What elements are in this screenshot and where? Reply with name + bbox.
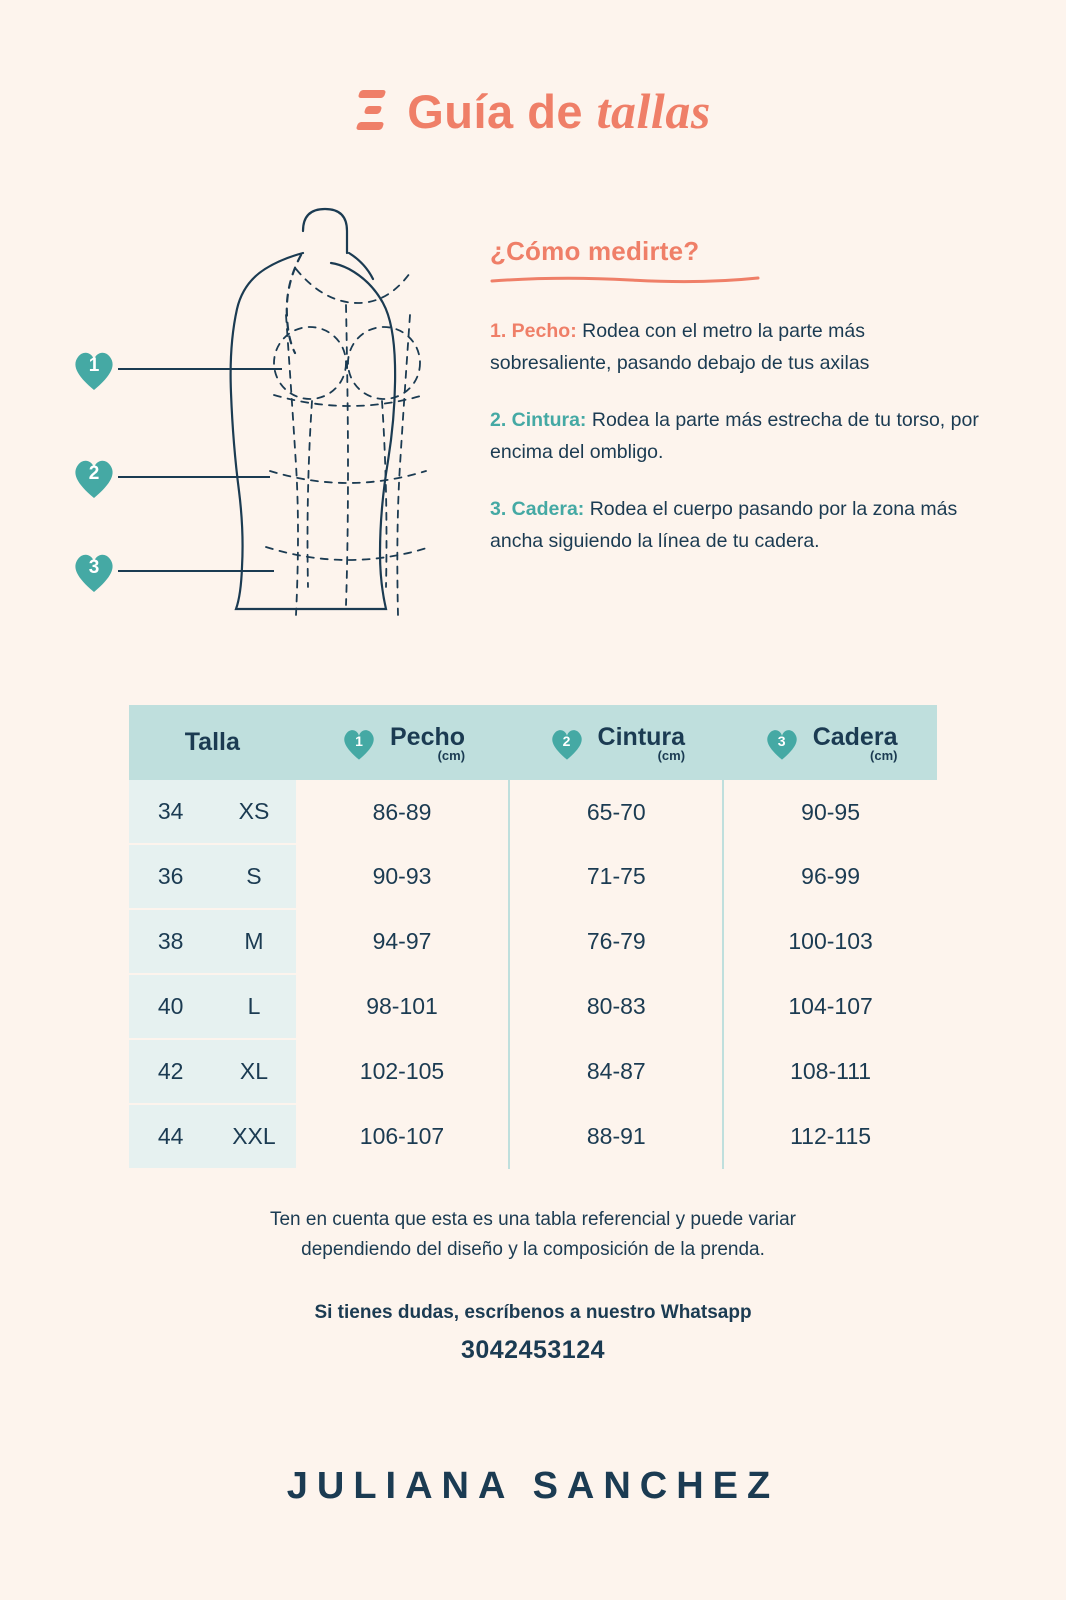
column-header-cintura-label: Cintura bbox=[597, 722, 686, 751]
brand-name: JULIANA SANCHEZ bbox=[286, 1465, 780, 1507]
column-header-pecho-unit: (cm) bbox=[437, 747, 466, 763]
row-5-pecho: 106-107 bbox=[296, 1104, 510, 1169]
measure-step-2-lead: 2. Cintura: bbox=[490, 409, 587, 432]
heart-marker-icon bbox=[763, 724, 801, 762]
table-row bbox=[129, 780, 937, 844]
heart-marker-2-label: 2 bbox=[88, 463, 100, 484]
heart-marker-icon bbox=[340, 724, 378, 762]
table-row bbox=[129, 844, 937, 909]
measure-step-3-text: Rodea el cuerpo pasando por la zona más ancha siguiendo la línea de tu cadera. bbox=[490, 498, 958, 552]
column-header-talla-label: Talla bbox=[184, 728, 240, 756]
mannequin-illustration bbox=[60, 195, 480, 665]
measure-step-3-lead: 3. Cadera: bbox=[490, 498, 585, 521]
row-0-cintura: 65-70 bbox=[509, 780, 723, 844]
measure-step-2 bbox=[490, 405, 990, 468]
column-header-cadera-unit: (cm) bbox=[870, 747, 898, 763]
table-row bbox=[129, 1104, 937, 1169]
row-4-cintura: 84-87 bbox=[509, 1039, 723, 1104]
row-4-pecho: 102-105 bbox=[296, 1039, 510, 1104]
page-header bbox=[0, 82, 1066, 140]
row-1-talla-size: S bbox=[212, 844, 295, 909]
measure-step-1 bbox=[490, 316, 990, 379]
measure-step-2-text: Rodea la parte más estrecha de tu torso, por encima del ombligo. bbox=[490, 409, 979, 463]
row-2-talla-size: M bbox=[212, 909, 295, 974]
row-1-cadera: 96-99 bbox=[801, 863, 860, 889]
row-0-cadera: 90-95 bbox=[801, 798, 860, 825]
column-header-talla bbox=[129, 705, 296, 780]
row-5-cintura: 88-91 bbox=[509, 1104, 723, 1169]
heading-underline-icon bbox=[490, 275, 760, 285]
notes-section bbox=[0, 1205, 1066, 1365]
heart-marker-icon bbox=[548, 724, 586, 762]
column-header-cintura bbox=[509, 705, 723, 780]
heart-marker-3-label: 3 bbox=[88, 557, 100, 578]
row-0-talla-size: XS bbox=[212, 780, 295, 844]
row-1-talla-num: 36 bbox=[129, 844, 212, 909]
size-chart-body bbox=[129, 780, 937, 1169]
page-title-bold: Guía de bbox=[407, 85, 597, 138]
how-to-measure-heading: ¿Cómo medirte? bbox=[490, 236, 700, 266]
measure-step-3 bbox=[490, 494, 990, 557]
row-2-pecho: 94-97 bbox=[296, 909, 510, 974]
column-header-pecho-label: Pecho bbox=[390, 722, 466, 751]
row-4-talla-num: 42 bbox=[129, 1039, 212, 1104]
row-1-cintura: 71-75 bbox=[509, 844, 723, 909]
column-header-cadera-label: Cadera bbox=[812, 722, 898, 751]
three-dash-logo-icon bbox=[355, 86, 393, 136]
row-4-cadera: 108-111 bbox=[790, 1058, 872, 1084]
table-row bbox=[129, 1039, 937, 1104]
page-title bbox=[407, 82, 711, 140]
column-header-cintura-marker: 2 bbox=[562, 732, 571, 749]
measure-step-1-text: Rodea con el metro la parte más sobresaliente, pasando debajo de tus axilas bbox=[490, 320, 870, 374]
whatsapp-phone-number[interactable]: 3042453124 bbox=[460, 1335, 606, 1364]
row-3-cadera: 104-107 bbox=[788, 993, 873, 1019]
column-header-cadera-marker: 3 bbox=[777, 732, 786, 749]
row-0-talla-num: 34 bbox=[129, 780, 212, 844]
column-header-pecho-marker: 1 bbox=[355, 732, 363, 749]
row-3-cintura: 80-83 bbox=[509, 974, 723, 1039]
row-1-pecho: 90-93 bbox=[296, 844, 510, 909]
marker-leader-lines bbox=[110, 343, 310, 643]
row-2-talla-num: 38 bbox=[129, 909, 212, 974]
size-chart-table bbox=[129, 705, 937, 1170]
column-header-pecho bbox=[296, 705, 510, 780]
how-to-measure-section bbox=[490, 236, 990, 557]
table-row bbox=[129, 909, 937, 974]
row-3-pecho: 98-101 bbox=[296, 974, 510, 1039]
reference-note: Ten en cuenta que esta es una tabla referencial y puede variar dependiendo del diseño y la composición de la prenda. bbox=[269, 1209, 797, 1261]
row-3-talla-num: 40 bbox=[129, 974, 212, 1039]
row-2-cintura: 76-79 bbox=[509, 909, 723, 974]
row-5-cadera: 112-115 bbox=[790, 1123, 872, 1149]
page-title-italic: tallas bbox=[596, 83, 711, 139]
row-0-pecho: 86-89 bbox=[296, 780, 510, 844]
measure-step-1-lead: 1. Pecho: bbox=[490, 320, 577, 342]
row-5-talla-num: 44 bbox=[129, 1104, 212, 1169]
row-3-talla-size: L bbox=[212, 974, 295, 1039]
column-header-cadera bbox=[723, 705, 937, 780]
table-row bbox=[129, 974, 937, 1039]
heart-marker-1-label: 1 bbox=[88, 355, 100, 376]
row-5-talla-size: XXL bbox=[212, 1104, 295, 1169]
row-2-cadera: 100-103 bbox=[788, 928, 873, 954]
row-4-talla-size: XL bbox=[212, 1039, 295, 1104]
size-chart-header bbox=[129, 705, 937, 780]
whatsapp-note: Si tienes dudas, escríbenos a nuestro Whatsapp bbox=[314, 1301, 752, 1323]
column-header-cintura-unit: (cm) bbox=[657, 747, 686, 763]
